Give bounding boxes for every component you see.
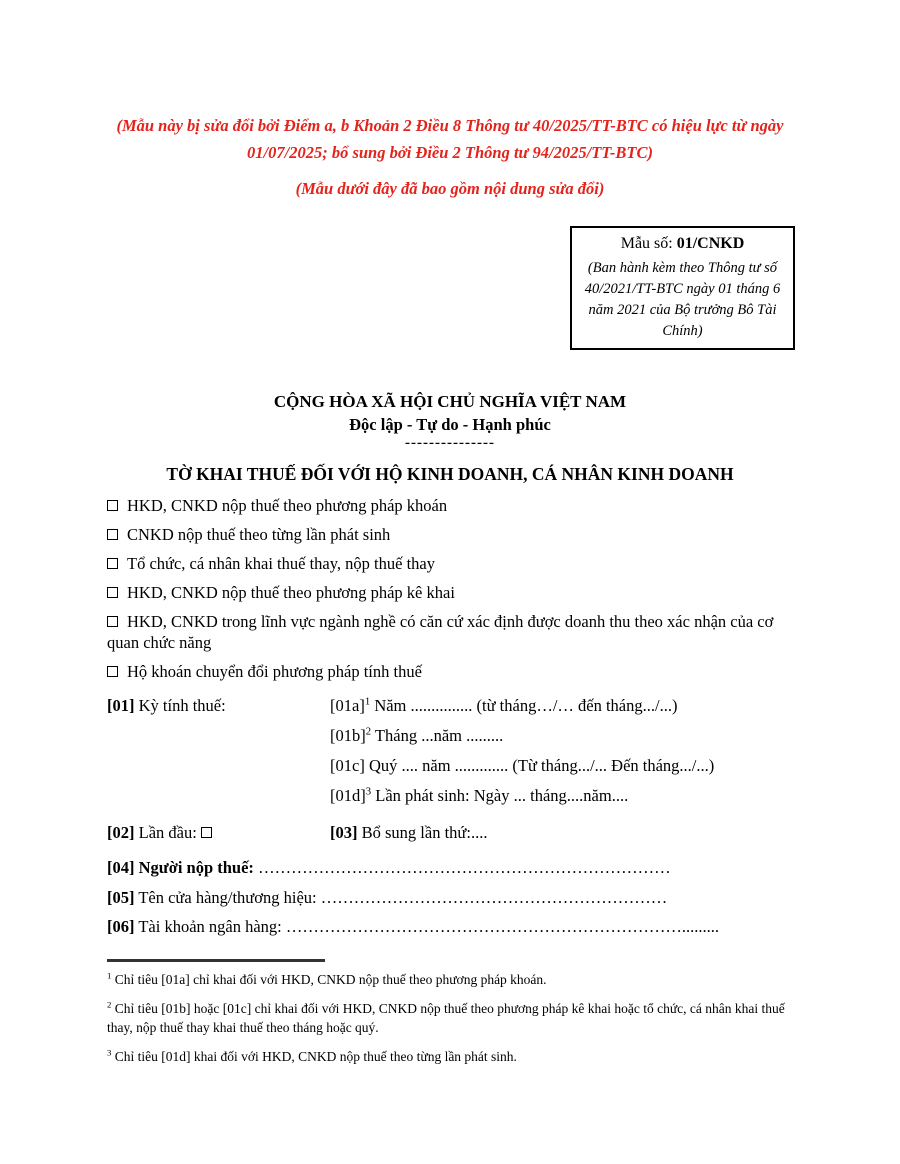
amendment-notice-line1: (Mẫu này bị sửa đổi bởi Điểm a, b Khoản 2 Điều 8 Thông tư 40/2025/TT-BTC có hiệu lực từ ngày 01/07/2025; bổ sung bởi Điều 2 Thông tư 94/2025/TT-BTC) bbox=[116, 116, 784, 162]
field-label: Kỳ tính thuế: bbox=[134, 696, 226, 715]
checkbox-icon bbox=[107, 529, 118, 540]
tax-period-option-month bbox=[330, 725, 795, 746]
tax-period-option-year bbox=[330, 695, 795, 716]
motto-divider: --------------- bbox=[405, 435, 495, 451]
form-number-line bbox=[580, 232, 785, 256]
tax-period-option-quarter bbox=[330, 755, 795, 776]
bank-account-field bbox=[107, 916, 795, 937]
field-label: Tài khoản ngân hàng: bbox=[134, 917, 286, 936]
taxpayer-type-label: HKD, CNKD nộp thuế theo phương pháp khoán bbox=[127, 496, 448, 515]
option-text: Tháng ...năm ......... bbox=[371, 726, 504, 745]
footnotes bbox=[107, 971, 795, 1067]
taxpayer-type-list bbox=[107, 495, 795, 682]
taxpayer-name-field bbox=[107, 857, 795, 878]
form-number-label: Mẫu số: bbox=[620, 235, 677, 252]
taxpayer-type-label: Hộ khoán chuyển đổi phương pháp tính thuế bbox=[127, 662, 422, 681]
form-number-box bbox=[570, 226, 795, 350]
footnote-marker: 2 bbox=[107, 999, 112, 1010]
checkbox-icon bbox=[107, 616, 118, 627]
taxpayer-type-option bbox=[107, 611, 795, 653]
option-text: Năm ............... (từ tháng…/… đến tháng.../...) bbox=[370, 696, 678, 715]
form-title: TỜ KHAI THUẾ ĐỐI VỚI HỘ KINH DOANH, CÁ NHÂN KINH DOANH bbox=[166, 464, 734, 484]
tax-period-option-occurrence bbox=[330, 785, 795, 806]
taxpayer-type-label: Tổ chức, cá nhân khai thuế thay, nộp thuế thay bbox=[127, 554, 435, 573]
footnote-separator bbox=[107, 959, 325, 962]
checkbox-icon bbox=[107, 587, 118, 598]
amendment-notice bbox=[95, 112, 805, 202]
declaration-status-row bbox=[107, 822, 795, 843]
national-motto: Độc lập - Tự do - Hạnh phúc bbox=[349, 415, 551, 434]
taxpayer-type-option bbox=[107, 582, 795, 603]
field-label: Tên cửa hàng/thương hiệu: bbox=[134, 887, 321, 907]
field-code: [02] bbox=[107, 823, 135, 842]
taxpayer-type-option bbox=[107, 553, 795, 574]
checkbox-icon bbox=[201, 827, 212, 838]
field-code: [06] bbox=[107, 917, 135, 936]
checkbox-icon bbox=[107, 666, 118, 677]
taxpayer-type-label: CNKD nộp thuế theo từng lần phát sinh bbox=[127, 525, 391, 544]
option-code: [01c] bbox=[330, 756, 365, 775]
option-text: Lần phát sinh: Ngày ... tháng....năm.... bbox=[371, 786, 629, 805]
national-header bbox=[0, 390, 900, 451]
form-number-value: 01/CNKD bbox=[676, 235, 745, 252]
field-label: Bổ sung lần thứ:.... bbox=[357, 823, 488, 842]
amendment-notice-line2: (Mẫu dưới đây đã bao gồm nội dung sửa đổi) bbox=[295, 179, 605, 198]
taxpayer-type-option bbox=[107, 495, 795, 516]
field-code: [04] bbox=[107, 858, 135, 877]
field-code: [01] bbox=[107, 696, 135, 715]
form-issuance-note: (Ban hành kèm theo Thông tư số 40/2021/TT-BTC ngày 01 tháng 6 năm 2021 của Bộ trưởng Bô Tài Chính) bbox=[584, 260, 781, 339]
taxpayer-type-label: HKD, CNKD trong lĩnh vực ngành nghề có căn cứ xác định được doanh thu theo xác nhận của cơ quan chức năng bbox=[107, 612, 774, 652]
tax-period-section bbox=[107, 695, 795, 815]
country-name: CỘNG HÒA XÃ HỘI CHỦ NGHĨA VIỆT NAM bbox=[273, 392, 627, 411]
footnote-ref: 1 bbox=[364, 695, 371, 708]
option-text: Quý .... năm ............. (Từ tháng.../... Đến tháng.../...) bbox=[364, 756, 715, 775]
footnote-1 bbox=[107, 971, 795, 990]
dotted-blank: ……………………………………………………… bbox=[320, 887, 668, 907]
field-code: [05] bbox=[107, 887, 135, 907]
taxpayer-type-label: HKD, CNKD nộp thuế theo phương pháp kê khai bbox=[127, 583, 455, 602]
footnote-ref: 3 bbox=[365, 785, 372, 798]
dotted-blank: ………………………………………………………………......... bbox=[285, 917, 719, 936]
checkbox-icon bbox=[107, 558, 118, 569]
tax-period-options bbox=[330, 695, 795, 815]
footnote-marker: 1 bbox=[107, 970, 112, 980]
field-code: [03] bbox=[330, 823, 358, 842]
footnote-text: Chỉ tiêu [01a] chỉ khai đối với HKD, CNKD nộp thuế theo phương pháp khoán. bbox=[111, 971, 547, 987]
footnote-text: Chỉ tiêu [01d] khai đối với HKD, CNKD nộp thuế theo từng lần phát sinh. bbox=[111, 1049, 517, 1064]
footnote-3 bbox=[107, 1048, 795, 1067]
taxpayer-type-option bbox=[107, 661, 795, 682]
first-time-field bbox=[107, 822, 330, 843]
footnote-marker: 3 bbox=[107, 1047, 112, 1058]
taxpayer-type-option bbox=[107, 524, 795, 545]
dotted-blank: ………………………………………………………………… bbox=[258, 858, 671, 877]
footnote-ref: 2 bbox=[365, 725, 372, 738]
option-code: [01b] bbox=[330, 726, 366, 745]
shop-name-field bbox=[107, 887, 795, 908]
taxpayer-info-fields bbox=[107, 857, 795, 937]
footnote-2 bbox=[107, 1000, 795, 1037]
supplement-field bbox=[330, 822, 795, 843]
footnote-text: Chỉ tiêu [01b] hoặc [01c] chỉ khai đối với HKD, CNKD nộp thuế theo phương pháp kê khai hoặc tổ chức, cá nhân khai thuế thay, nộp thuế thay khai thuế theo tháng hoặc quý. bbox=[107, 1001, 785, 1035]
tax-period-label bbox=[107, 695, 330, 815]
form-body bbox=[107, 495, 795, 937]
checkbox-icon bbox=[107, 500, 118, 511]
field-label: Người nộp thuế: bbox=[134, 858, 259, 877]
option-code: [01d] bbox=[330, 786, 366, 805]
field-label: Lần đầu: bbox=[134, 823, 201, 842]
option-code: [01a] bbox=[330, 696, 365, 715]
